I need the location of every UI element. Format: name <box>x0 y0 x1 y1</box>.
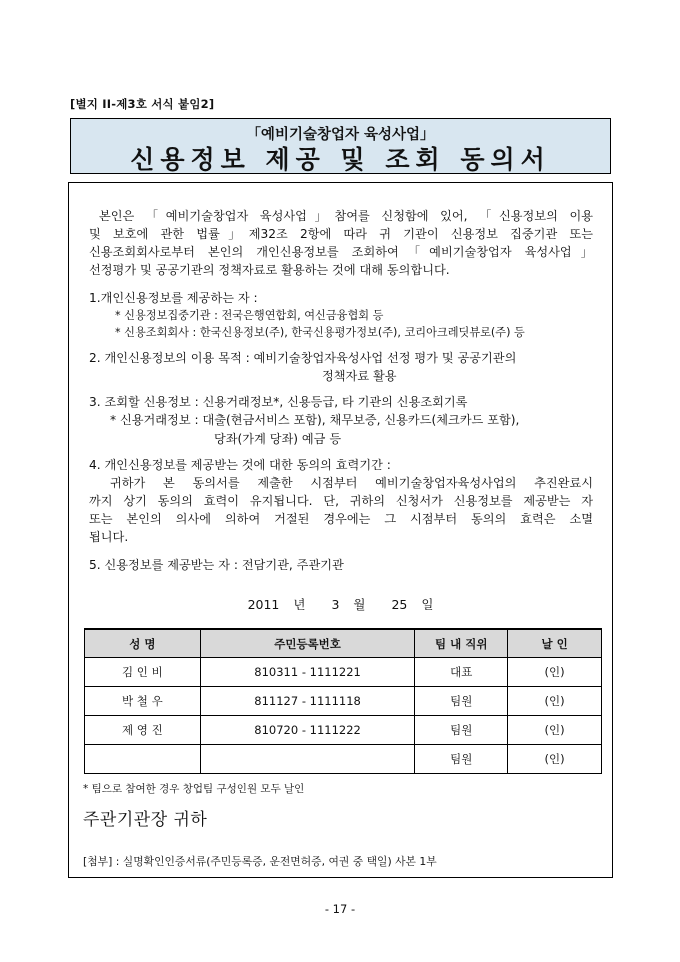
header-seal: 날 인 <box>508 629 602 658</box>
cell-team-position: 대표 <box>415 658 508 687</box>
intro-line-2: 및 보호에 관한 법률」제32조 2항에 따라 귀 기관이 신용정보 집중기관 또는 <box>89 227 593 241</box>
signing-date <box>69 595 612 613</box>
header-resident-number: 주민등록번호 <box>200 629 415 658</box>
section3-line-3: 당좌(가계 당좌) 예금 등 <box>214 432 342 446</box>
table-row <box>85 716 602 745</box>
title-box <box>70 118 611 174</box>
document-subtitle: 「예비기술창업자 육성사업」 <box>246 127 435 143</box>
date-month: 3 <box>331 597 340 612</box>
date-year-unit: 년 <box>293 597 306 612</box>
header-name: 성 명 <box>85 629 201 658</box>
table-row <box>85 745 602 774</box>
section1-bullet-2: * 신용조회회사 : 한국신용정보(주), 한국신용평가정보(주), 코리아크레딧뷰로(주) 등 <box>115 326 525 339</box>
cell-team-position: 팀원 <box>415 687 508 716</box>
section2-line-2: 정책자료 활용 <box>322 369 397 383</box>
attachment-note: [첨부] : 실명확인인증서류(주민등록증, 운전면허증, 여권 중 택일) 사본 1부 <box>83 855 437 868</box>
cell-seal: (인) <box>508 716 602 745</box>
cell-seal: (인) <box>508 658 602 687</box>
date-year: 2011 <box>247 597 280 612</box>
section4-heading: 4. 개인신용정보를 제공받는 것에 대한 동의의 효력기간 : <box>89 458 391 472</box>
intro-line-1: 본인은 「예비기술창업자 육성사업」참여를 신청함에 있어, 「신용정보의 이용 <box>99 209 593 223</box>
addressee: 주관기관장 귀하 <box>83 810 208 830</box>
page-number: - 17 - <box>324 902 356 916</box>
date-day: 25 <box>391 597 408 612</box>
cell-seal: (인) <box>508 745 602 774</box>
cell-team-position: 팀원 <box>415 745 508 774</box>
date-month-unit: 월 <box>353 597 366 612</box>
section4-line-1: 귀하가 본 동의서를 제출한 시점부터 예비기술창업자육성사업의 추진완료시 <box>110 476 593 490</box>
intro-line-4: 선정평가 및 공공기관의 정책자료로 활용하는 것에 대해 동의합니다. <box>89 263 450 277</box>
date-day-unit: 일 <box>421 597 434 612</box>
cell-resident-number: 810311 - 1111221 <box>200 658 415 687</box>
cell-resident-number <box>200 745 415 774</box>
section3-line-1: 3. 조회할 신용정보 : 신용거래정보*, 신용등급, 타 기관의 신용조회기록 <box>89 395 468 409</box>
table-row <box>85 687 602 716</box>
form-tag: [별지 II-제3호 서식 붙임2] <box>70 97 215 111</box>
section4-line-2: 까지 상기 동의의 효력이 유지됩니다. 단, 귀하의 신청서가 신용정보를 제공받는 자 <box>89 494 593 508</box>
signatory-table <box>84 628 602 774</box>
cell-name: 박 철 우 <box>85 687 201 716</box>
consent-body <box>68 182 613 878</box>
cell-name: 제 영 진 <box>85 716 201 745</box>
team-note: * 팀으로 참여한 경우 창업팀 구성인원 모두 날인 <box>83 783 305 795</box>
intro-line-3: 신용조회회사로부터 본인의 개인신용정보를 조회하여「예비기술창업자 육성사업」 <box>89 245 593 259</box>
cell-name <box>85 745 201 774</box>
section4-line-3: 또는 본인의 의사에 의하여 거절된 경우에는 그 시점부터 동의의 효력은 소멸 <box>89 512 593 526</box>
section1-bullet-1: * 신용정보집중기관 : 전국은행연합회, 여신금융협회 등 <box>115 309 384 322</box>
cell-name: 김 인 비 <box>85 658 201 687</box>
section1-heading: 1.개인신용정보를 제공하는 자 : <box>89 291 258 305</box>
section5: 5. 신용정보를 제공받는 자 : 전담기관, 주관기관 <box>89 558 344 572</box>
cell-resident-number: 811127 - 1111118 <box>200 687 415 716</box>
header-team-position: 팀 내 직위 <box>415 629 508 658</box>
cell-team-position: 팀원 <box>415 716 508 745</box>
section3-line-2: * 신용거래정보 : 대출(현금서비스 포함), 채무보증, 신용카드(체크카드 포함), <box>110 413 520 427</box>
section2-line-1: 2. 개인신용정보의 이용 목적 : 예비기술창업자육성사업 선정 평가 및 공공기관의 <box>89 351 517 365</box>
section4-last-line: 됩니다. <box>89 530 129 544</box>
cell-resident-number: 810720 - 1111222 <box>200 716 415 745</box>
table-row <box>85 658 602 687</box>
document-title: 신용정보 제공 및 조회 동의서 <box>130 145 551 174</box>
cell-seal: (인) <box>508 687 602 716</box>
